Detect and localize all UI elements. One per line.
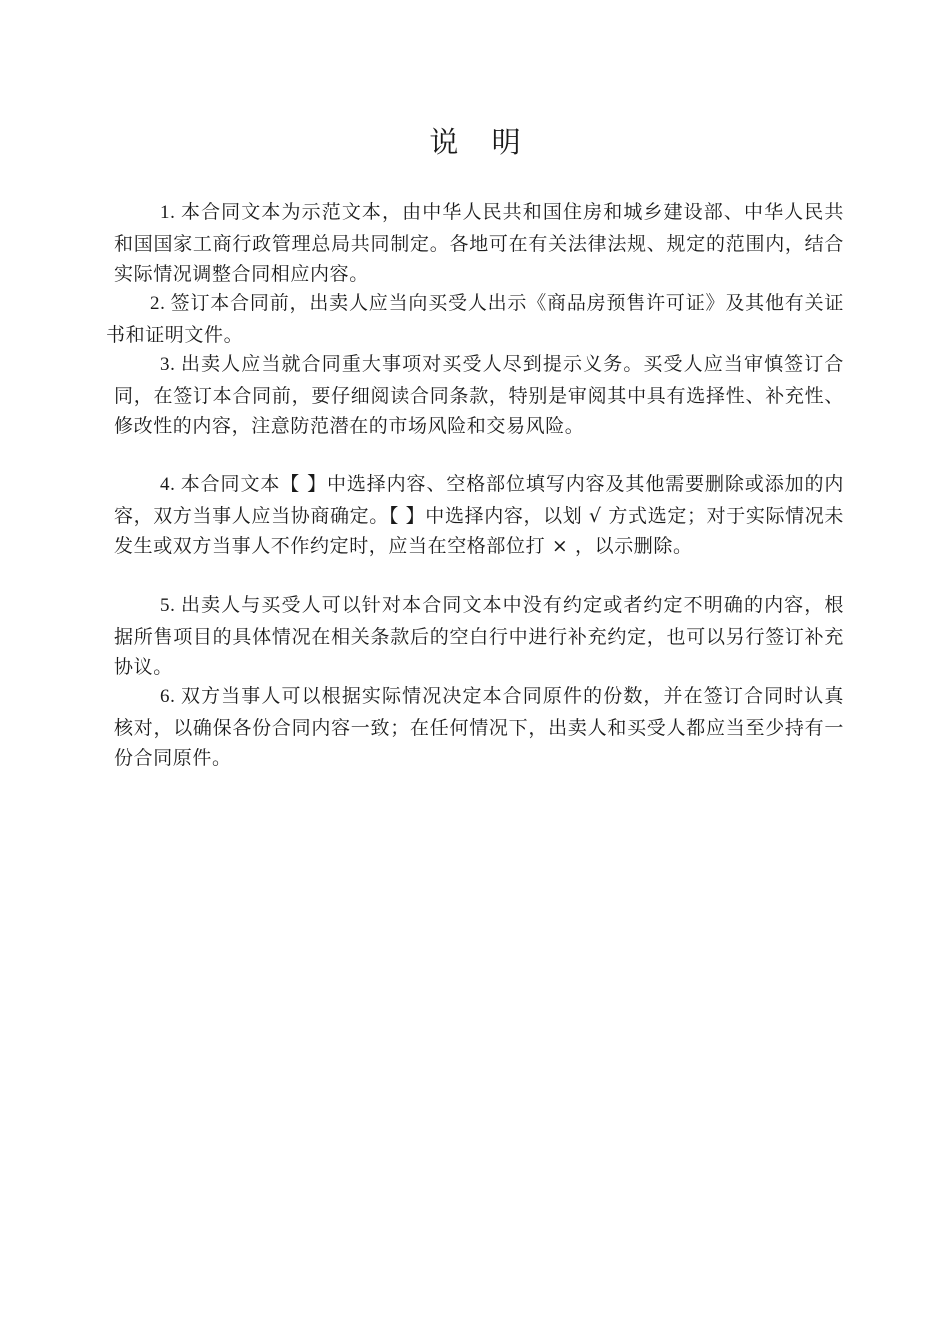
paragraph-4 <box>114 469 844 562</box>
paragraph-number: 5. <box>160 595 176 616</box>
paragraph-text: 出卖人与买受人可以针对本合同文本中没有约定或者约定不明确的内容，根据所售项目的具体情况在相关条款后的空白行中进行补充约定，也可以另行签订补充协议。 <box>114 594 844 678</box>
paragraph-number: 3. <box>160 354 176 375</box>
page-title: 说 明 <box>429 125 533 159</box>
paragraph-number: 4. <box>160 474 176 495</box>
paragraph-6 <box>114 681 844 774</box>
paragraph-text: 签订本合同前，出卖人应当向买受人出示《商品房预售许可证》及其他有关证书和证明文件。 <box>106 292 844 346</box>
paragraph-5 <box>114 590 844 683</box>
paragraph-text: 出卖人应当就合同重大事项对买受人尽到提示义务。买受人应当审慎签订合同，在签订本合同前，要仔细阅读合同条款，特别是审阅其中具有选择性、补充性、修改性的内容，注意防范潜在的市场风险和交易风险。 <box>114 353 844 437</box>
paragraph-1 <box>114 197 844 290</box>
paragraph-text: 本合同文本为示范文本，由中华人民共和国住房和城乡建设部、中华人民共和国国家工商行政管理总局共同制定。各地可在有关法律法规、规定的范围内，结合实际情况调整合同相应内容。 <box>114 201 844 285</box>
paragraph-number: 1. <box>160 202 176 223</box>
paragraph-3 <box>114 349 844 442</box>
paragraph-text: 本合同文本【 】中选择内容、空格部位填写内容及其他需要删除或添加的内容，双方当事人应当协商确定。【 】中选择内容，以划 √ 方式选定；对于实际情况未发生或双方当事人不作约定时，应当在空格部位打 × ，以示删除。 <box>114 473 844 557</box>
paragraph-text: 双方当事人可以根据实际情况决定本合同原件的份数，并在签订合同时认真核对，以确保各份合同内容一致；在任何情况下，出卖人和买受人都应当至少持有一份合同原件。 <box>114 685 844 769</box>
paragraph-number: 2. <box>150 293 166 314</box>
paragraph-2 <box>106 288 844 350</box>
paragraph-number: 6. <box>160 686 176 707</box>
